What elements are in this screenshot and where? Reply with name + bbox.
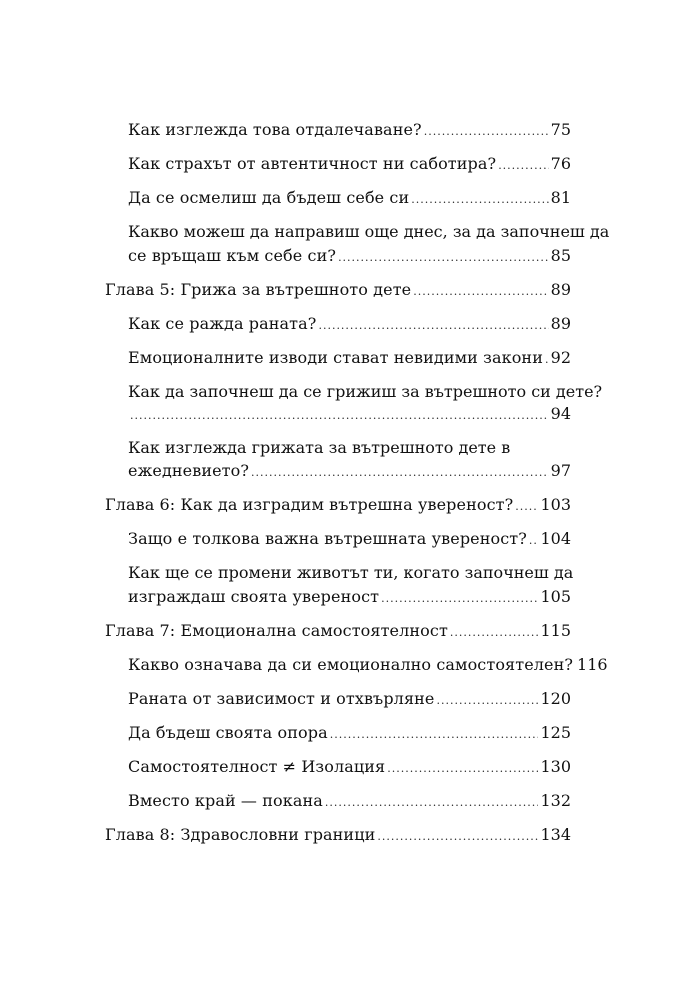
toc-entry-title: Раната от зависимост и отхвърляне: [128, 689, 435, 708]
toc-entry-page: 92: [550, 348, 571, 367]
toc-entry-title: изграждаш своята увереност: [128, 587, 380, 606]
toc-entry-page: 75: [550, 120, 571, 139]
toc-entry[interactable]: [128, 153, 571, 177]
toc-entry-page: 116: [577, 655, 608, 674]
toc-chapter-entry[interactable]: [105, 620, 571, 644]
toc-entry-page: 120: [540, 689, 571, 708]
toc-entry-page: 89: [550, 314, 571, 333]
toc-entry-page: 130: [540, 757, 571, 776]
dot-leader: [413, 281, 548, 303]
dot-leader: [325, 792, 539, 814]
toc-chapter-entry[interactable]: [105, 279, 571, 303]
toc-entry[interactable]: [128, 119, 571, 143]
toc-entry-title: ежедневието?: [128, 461, 250, 480]
toc-entry-page: 115: [540, 621, 571, 640]
toc-entry-page: 89: [550, 280, 571, 299]
toc-entry-title: Как изглежда това отдалечаване?: [128, 120, 422, 139]
dot-leader: [411, 189, 548, 211]
dot-leader: [424, 121, 549, 143]
dot-leader: [498, 155, 548, 177]
dot-leader: [387, 758, 538, 780]
dot-leader: [377, 826, 538, 848]
toc-entry-page: 134: [540, 825, 571, 844]
dot-leader: [338, 247, 549, 269]
toc-entry-page: 94: [550, 404, 571, 423]
toc-entry-title: Да бъдеш своята опора: [128, 723, 328, 742]
toc-entry-page: 104: [540, 529, 571, 548]
dot-leader: [436, 690, 538, 712]
toc-entry-title-line1: Как да започнеш да се грижиш за вътрешното си дете?: [128, 382, 603, 401]
toc-entry-title: Емоционалните изводи стават невидими закони: [128, 348, 543, 367]
toc-entry[interactable]: [128, 756, 571, 780]
toc-entry[interactable]: [128, 245, 571, 269]
toc-entry-title: Глава 5: Грижа за вътрешното дете: [105, 280, 412, 299]
toc-entry-page: 81: [550, 188, 571, 207]
toc-entry[interactable]: [128, 688, 571, 712]
dot-leader: [330, 724, 539, 746]
toc-entry-title: Защо е толкова важна вътрешната увереност?: [128, 529, 527, 548]
toc-entry-title: Какво означава да си емоционално самостоятелен?: [128, 655, 574, 674]
toc-entry-title: се връщаш към себе си?: [128, 246, 337, 265]
dot-leader: [381, 588, 538, 610]
toc-entry-page: 97: [550, 461, 571, 480]
toc-entry-title-line1: Как изглежда грижата за вътрешното дете в: [128, 438, 511, 457]
toc-entry-title: Глава 6: Как да изградим вътрешна увереност?: [105, 495, 514, 514]
toc-entry-title: Самостоятелност ≠ Изолация: [128, 757, 386, 776]
dot-leader: [545, 349, 549, 371]
toc-entry[interactable]: [128, 528, 571, 552]
toc-entry[interactable]: [128, 790, 571, 814]
toc-entry-page: 132: [540, 791, 571, 810]
toc-entry-page: 105: [540, 587, 571, 606]
toc-entry[interactable]: [128, 722, 571, 746]
toc-entry-title: Да се осмелиш да бъдеш себе си: [128, 188, 410, 207]
toc-chapter-entry[interactable]: [105, 494, 571, 518]
toc-entry-title: Глава 7: Емоционална самостоятелност: [105, 621, 448, 640]
toc-entry[interactable]: [128, 586, 571, 610]
toc-entry[interactable]: [128, 654, 608, 678]
toc-entry[interactable]: [128, 313, 571, 337]
dot-leader: [450, 622, 539, 644]
toc-entry-page: 125: [540, 723, 571, 742]
toc-chapter-entry[interactable]: [105, 824, 571, 848]
dot-leader: [130, 405, 549, 427]
toc-entry[interactable]: [128, 187, 571, 211]
toc-entry-title: Как се ражда раната?: [128, 314, 317, 333]
dot-leader: [318, 315, 548, 337]
toc-entry-page: 103: [540, 495, 571, 514]
dot-leader: [251, 462, 549, 484]
toc-entry-title: Глава 8: Здравословни граници: [105, 825, 376, 844]
toc-entry-title-line1: Какво можеш да направиш още днес, за да започнеш да: [128, 222, 610, 241]
dot-leader: [515, 496, 538, 518]
toc-entry-page: 76: [550, 154, 571, 173]
toc-entry[interactable]: [128, 460, 571, 484]
toc-entry-page: 85: [550, 246, 571, 265]
dot-leader: [529, 530, 539, 552]
toc-entry-title: Вместо край — покана: [128, 791, 323, 810]
toc-entry[interactable]: [128, 403, 571, 427]
toc-entry-title-line1: Как ще се промени животът ти, когато започнеш да: [128, 563, 574, 582]
toc-entry[interactable]: [128, 347, 571, 371]
toc-entry-title: Как страхът от автентичност ни саботира?: [128, 154, 497, 173]
